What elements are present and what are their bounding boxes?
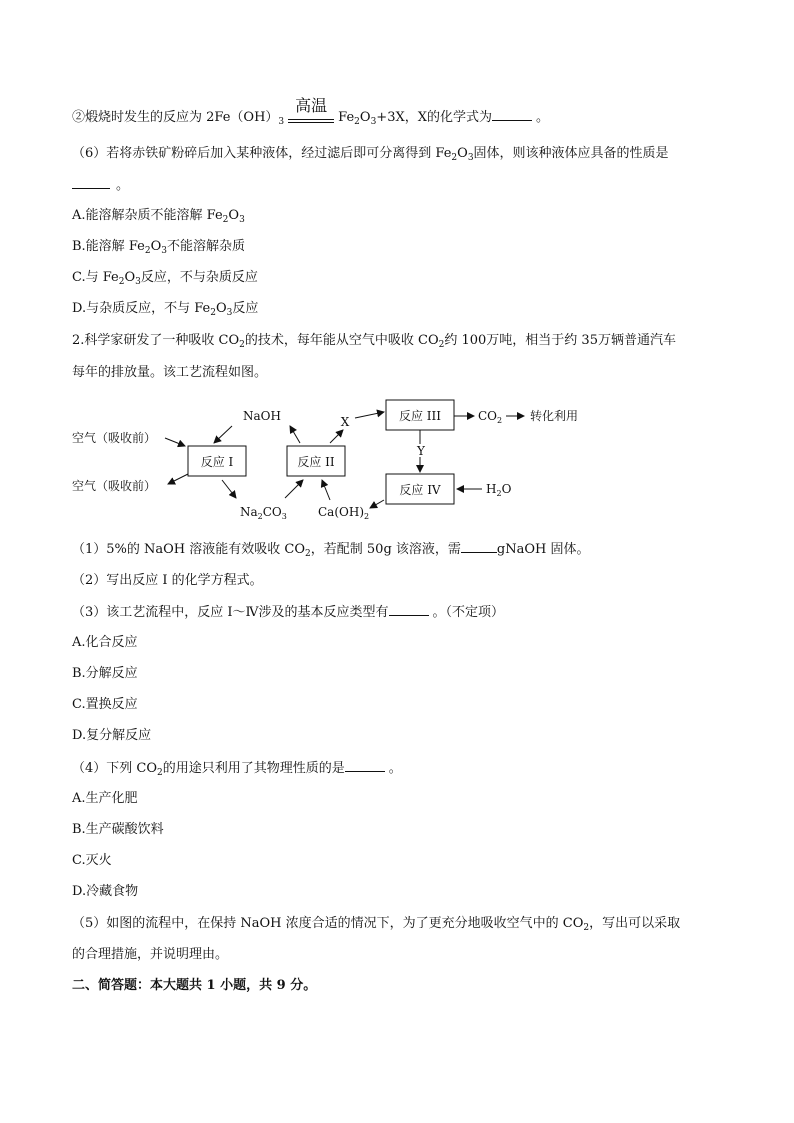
q6-option-d[interactable]: [72, 300, 258, 318]
q3-option-d[interactable]: [72, 727, 151, 745]
intro-text: 约 100万吨，相当于约 35万辆普通汽车: [444, 333, 676, 348]
subscript: 3: [467, 153, 474, 163]
q6-option-a[interactable]: [72, 207, 245, 225]
q3-option-b[interactable]: [72, 665, 138, 683]
process-flow-diagram: [0, 390, 794, 530]
option-text: B.分解反应: [72, 666, 138, 681]
q6-text: 固体，则该种液体应具备的性质是: [473, 146, 669, 161]
option-text: B.能溶解 Fe: [72, 239, 145, 254]
intro-text: 2.科学家研发了一种吸收 CO: [72, 333, 240, 348]
q2-sub5-line2: [72, 946, 228, 964]
subscript: 2: [438, 340, 445, 350]
q6-text: （6）若将赤铁矿粉碎后加入某种液体，经过滤后即可分离得到 Fe: [72, 146, 452, 161]
q-text: （5）如图的流程中，在保持 NaOH 浓度合适的情况下，为了更充分地吸收空气中的 CO: [72, 916, 584, 931]
q6-option-c[interactable]: [72, 269, 258, 287]
q-text: （3）该工艺流程中，反应 I～Ⅳ涉及的基本反应类型有: [72, 605, 389, 620]
reaction-text: ②煅烧时发生的反应为 2Fe（OH）: [72, 110, 279, 125]
caoh2-label: $Ca(OH)_2$: [318, 505, 370, 521]
q2-sub3: [72, 603, 504, 622]
reaction-1-label: 反应 I: [200, 455, 234, 469]
reaction-condition: [288, 95, 334, 127]
q-text: gNaOH 固体。: [496, 542, 590, 557]
q6-text: O: [457, 146, 468, 161]
option-text: A.化合反应: [72, 635, 138, 650]
air-in-label: 空气（吸收前）: [72, 431, 157, 445]
conversion-use-label: 转化利用: [530, 409, 579, 423]
answer-blank[interactable]: [72, 176, 110, 189]
q-text: （4）下列 CO: [72, 761, 158, 776]
answer-blank[interactable]: [461, 540, 497, 553]
reaction-3-label: 反应 III: [398, 409, 442, 423]
q-text: ，写出可以采取: [589, 916, 681, 931]
subscript: 2: [118, 277, 125, 287]
question-6-line1: [72, 145, 669, 163]
option-text: O: [228, 208, 240, 223]
section-two-heading: [72, 977, 316, 995]
x-label: X: [340, 415, 350, 429]
answer-blank[interactable]: [492, 108, 532, 121]
subscript: 2: [451, 153, 458, 163]
question-2-intro-line1: [72, 332, 676, 350]
q2-sub2: [72, 572, 263, 590]
subscript: 2: [583, 923, 590, 933]
naoh-label: NaOH: [243, 409, 281, 423]
q2-sub1: [72, 540, 589, 559]
option-text: 反应，不与杂质反应: [140, 270, 258, 285]
q3-option-a[interactable]: [72, 634, 138, 652]
subscript: 2: [354, 117, 360, 127]
option-text: D.与杂质反应，不与 Fe: [72, 301, 211, 316]
subscript: 2: [305, 549, 311, 559]
subscript: 3: [239, 215, 245, 225]
subscript: 3: [370, 117, 377, 127]
q-text: 的合理措施，并说明理由。: [72, 947, 229, 962]
reaction-text: Fe: [338, 110, 355, 125]
q2-sub4: [72, 759, 402, 778]
reaction-text: +3X，X的化学式为: [376, 110, 492, 125]
option-text: C.与 Fe: [72, 270, 119, 285]
option-text: O: [150, 239, 162, 254]
q4-option-d[interactable]: [72, 883, 138, 901]
q-text: 。: [388, 761, 402, 776]
na2co3-label: $Na_2CO_3$: [240, 505, 287, 521]
q3-option-c[interactable]: [72, 696, 138, 714]
answer-blank[interactable]: [345, 759, 385, 772]
y-label: Y: [417, 444, 425, 458]
subscript: 3: [161, 246, 167, 256]
option-text: D.复分解反应: [72, 728, 152, 743]
q6-option-b[interactable]: [72, 238, 245, 256]
q4-option-b[interactable]: [72, 821, 164, 839]
q-text: （1）5%的 NaOH 溶液能有效吸收 CO: [72, 542, 306, 557]
reaction-line: [72, 95, 549, 127]
q4-option-a[interactable]: [72, 790, 138, 808]
q4-option-c[interactable]: [72, 852, 112, 870]
q-text: 的用途只利用了其物理性质的是: [162, 761, 345, 776]
condition-label: 高温: [295, 95, 328, 115]
air-out-label: 空气（吸收前）: [72, 479, 157, 493]
intro-text: 每年的排放量。该工艺流程如图。: [72, 365, 268, 380]
option-text: C.置换反应: [72, 697, 138, 712]
question-6-line2: [72, 176, 129, 195]
option-text: O: [215, 301, 227, 316]
subscript: 3: [278, 117, 285, 127]
intro-text: 的技术，每年能从空气中吸收 CO: [244, 333, 439, 348]
subscript: 2: [239, 340, 245, 350]
subscript: 2: [144, 246, 151, 256]
subscript: 2: [222, 215, 229, 225]
subscript: 3: [135, 277, 141, 287]
option-text: D.冷藏食物: [72, 884, 139, 899]
reaction-2-label: 反应 II: [297, 455, 335, 469]
reaction-text: O: [359, 110, 371, 125]
reaction-text: 。: [535, 110, 549, 125]
q2-sub5-line1: [72, 915, 680, 933]
h2o-label: $H_2O$: [486, 482, 512, 498]
co2-label: $CO_2$: [478, 409, 503, 425]
q-text: ，若配制 50g 该溶液，需: [310, 542, 461, 557]
reaction-4-label: 反应 IV: [399, 483, 441, 497]
q-text: 。（不定项）: [432, 605, 505, 620]
option-text: 不能溶解杂质: [166, 239, 245, 254]
q-text: （2）写出反应 I 的化学方程式。: [72, 573, 263, 588]
answer-blank[interactable]: [389, 603, 429, 616]
subscript: 2: [157, 768, 163, 778]
subscript: 3: [226, 308, 233, 318]
question-2-intro-line2: [72, 364, 267, 382]
option-text: O: [124, 270, 136, 285]
option-text: 反应: [232, 301, 259, 316]
option-text: C.灭火: [72, 853, 112, 868]
section-heading-text: 二、简答题：本大题共 1 小题，共 9 分。: [72, 978, 317, 993]
subscript: 2: [210, 308, 216, 318]
q6-text: 。: [116, 178, 130, 193]
option-text: A.能溶解杂质不能溶解 Fe: [72, 208, 223, 223]
option-text: A.生产化肥: [72, 791, 138, 806]
option-text: B.生产碳酸饮料: [72, 822, 164, 837]
